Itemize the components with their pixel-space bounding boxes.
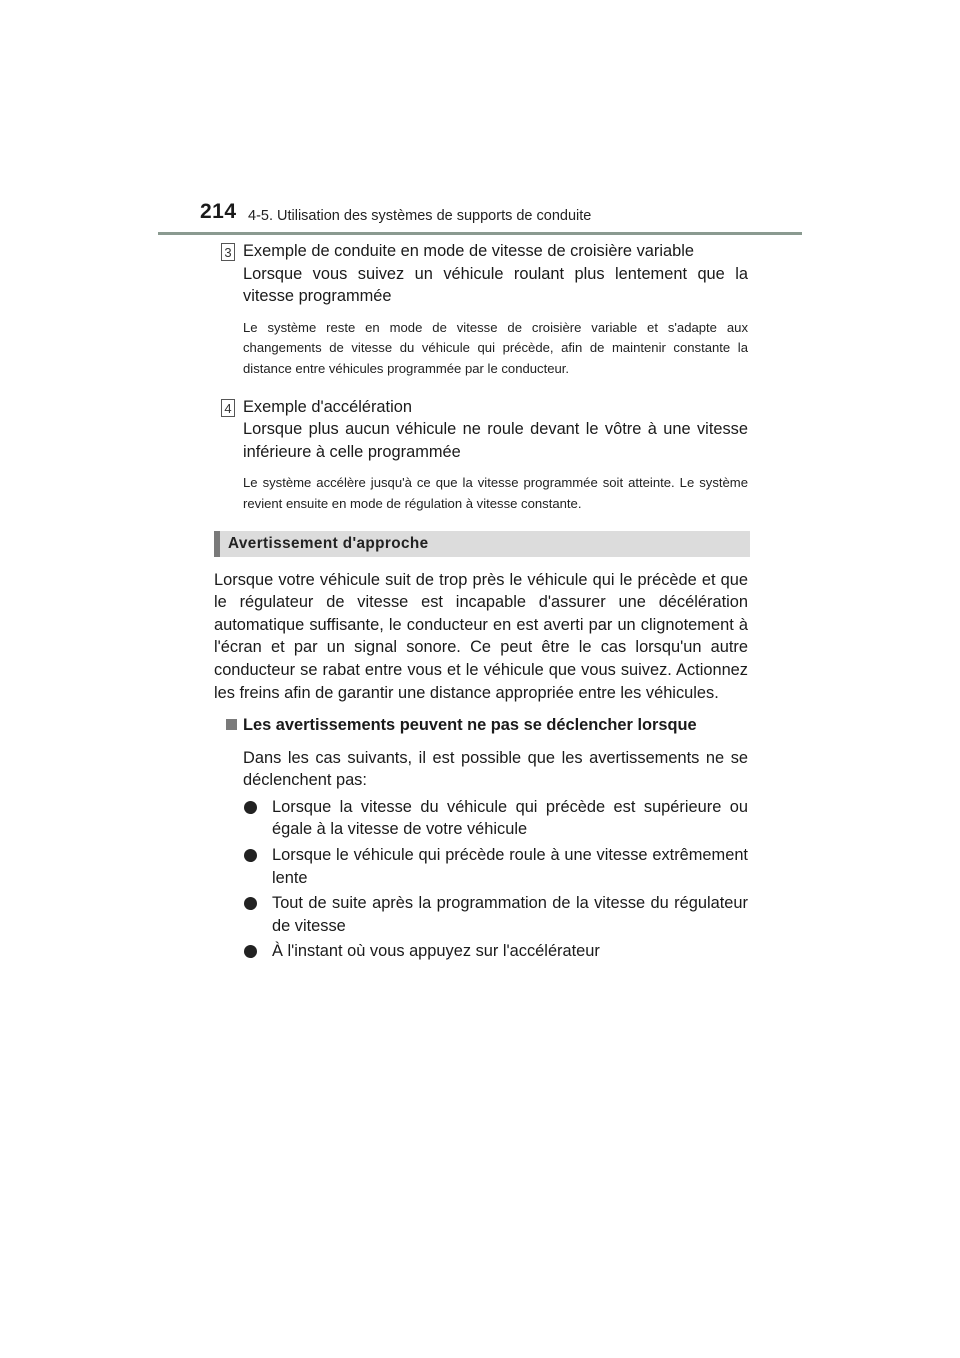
header-rule xyxy=(158,232,802,235)
bullet-dot-icon xyxy=(244,849,257,862)
list-item-text: À l'instant où vous appuyez sur l'accélérateur xyxy=(272,942,600,961)
square-bullet-icon xyxy=(226,719,237,730)
item-note: Le système accélère jusqu'à ce que la vitesse programmée soit atteinte. Le système revient ensuite en mode de régulation à vitesse constante. xyxy=(243,475,748,511)
bullet-dot-icon xyxy=(244,945,257,958)
subsection-heading-text: Les avertissements peuvent ne pas se déclencher lorsque xyxy=(243,716,697,735)
item-title: Exemple de conduite en mode de vitesse de croisière variable xyxy=(243,242,694,260)
subsection-paragraph: Dans les cas suivants, il est possible que les avertissements ne se déclenchent pas: xyxy=(243,748,748,790)
bullet-list xyxy=(214,796,748,963)
bullet-dot-icon xyxy=(244,801,257,814)
section-heading: Avertissement d'approche xyxy=(214,531,750,557)
subsection-heading xyxy=(214,714,748,737)
example-item-4 xyxy=(214,396,748,515)
list-item xyxy=(243,892,748,937)
example-item-3 xyxy=(214,240,748,380)
item-lead: Lorsque vous suivez un véhicule roulant plus lentement que la vitesse programmée xyxy=(243,264,748,306)
step-number-badge: 3 xyxy=(221,243,235,261)
item-lead: Lorsque plus aucun véhicule ne roule devant le vôtre à une vitesse inférieure à celle programmée xyxy=(243,420,748,461)
list-item xyxy=(243,940,748,963)
list-item-text: Lorsque la vitesse du véhicule qui précède est supérieure ou égale à la vitesse de votre véhicule xyxy=(272,797,748,839)
item-title: Exemple d'accélération xyxy=(243,397,412,416)
page-content xyxy=(214,240,748,963)
list-item-text: Lorsque le véhicule qui précède roule à une vitesse extrêmement lente xyxy=(272,846,748,887)
chapter-title: 4-5. Utilisation des systèmes de supports de conduite xyxy=(248,208,592,224)
list-item xyxy=(243,844,748,889)
item-note: Le système reste en mode de vitesse de croisière variable et s'adapte aux changements de vitesse du véhicule qui précède, afin de maintenir constante la distance entre véhicules programmée par le conducteur. xyxy=(243,319,748,376)
step-number-badge: 4 xyxy=(221,399,235,417)
list-item-text: Tout de suite après la programmation de la vitesse du régulateur de vitesse xyxy=(272,894,748,935)
page-header xyxy=(0,0,960,240)
page-number: 214 xyxy=(200,200,237,223)
section-paragraph: Lorsque votre véhicule suit de trop près le véhicule qui le précède et que le régulateur de vitesse est incapable d'assurer une décélération automatique suffisante, le conducteur en est averti par un clignotement à l'écran et par un signal sonore. Ce peut être le cas lorsqu'un autre conducteur se rabat entre vous et le véhicule que vous suivez. Actionnez les freins afin de garantir une distance appropriée entre les véhicules. xyxy=(214,570,748,702)
list-item xyxy=(243,796,748,841)
bullet-dot-icon xyxy=(244,897,257,910)
